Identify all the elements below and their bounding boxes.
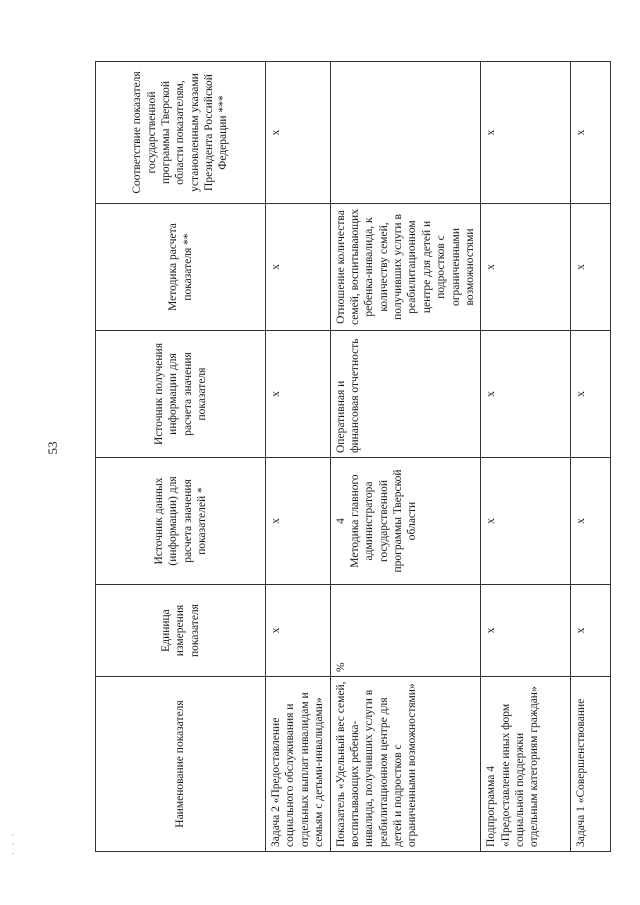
cell-method: х bbox=[481, 204, 571, 331]
cell-source-info: х bbox=[266, 331, 331, 458]
cell-source-info: х bbox=[571, 331, 611, 458]
cell-source-data: х bbox=[266, 458, 331, 585]
cell-name: Задача 2 «Предоставление социального обслуживания и отдельных выплат инвалидам и семьям с детьми-инвалидами» bbox=[266, 677, 331, 852]
scan-margin-marks: · · · bbox=[8, 831, 18, 855]
cell-source-data: х bbox=[571, 458, 611, 585]
header-source-data: Источник данных (информации) для расчета значения показателей * bbox=[96, 458, 266, 585]
indicators-table bbox=[95, 61, 611, 852]
cell-source-data: 4 Методика главного администратора государственной программы Тверской области bbox=[330, 458, 481, 585]
header-compliance: Соответствие показателя государственной программы Тверской области показателям, установленным указами Президента Российской Федерации *** bbox=[96, 62, 266, 204]
table-row bbox=[330, 62, 481, 852]
cell-compliance bbox=[330, 62, 481, 204]
header-method: Методика расчета показателя ** bbox=[96, 204, 266, 331]
cell-name: Подпрограмма 4 «Предоставление иных форм социальной поддержки отдельным категориям граждан» bbox=[481, 677, 571, 852]
cell-source-info: х bbox=[481, 331, 571, 458]
page-number: 53 bbox=[45, 441, 60, 455]
table-row bbox=[481, 62, 571, 852]
cell-method: Отношение количества семей, воспитывающих ребенка-инвалида, к количеству семей, получивших услуги в реабилитационном центре для детей и подростков с ограниченными возможностями bbox=[330, 204, 481, 331]
cell-unit: х bbox=[571, 585, 611, 677]
header-name: Наименование показателя bbox=[96, 677, 266, 852]
table-header-row bbox=[96, 62, 266, 852]
table-row bbox=[571, 62, 611, 852]
cell-method: х bbox=[571, 204, 611, 331]
cell-method: х bbox=[266, 204, 331, 331]
cell-unit: х bbox=[266, 585, 331, 677]
cell-compliance: х bbox=[571, 62, 611, 204]
cell-compliance: х bbox=[481, 62, 571, 204]
table-row bbox=[266, 62, 331, 852]
cell-unit: % bbox=[330, 585, 481, 677]
cell-compliance: х bbox=[266, 62, 331, 204]
cell-name: Показатель «Удельный вес семей, воспитывающих ребенка-инвалида, получивших услуги в реабилитационном центре для детей и подростков с ограниченными возможностями» bbox=[330, 677, 481, 852]
header-source-info: Источник получения информации для расчета значения показателя bbox=[96, 331, 266, 458]
cell-unit: х bbox=[481, 585, 571, 677]
cell-name: Задача 1 «Совершенствование bbox=[571, 677, 611, 852]
header-unit: Единица измерения показателя bbox=[96, 585, 266, 677]
cell-source-data: х bbox=[481, 458, 571, 585]
cell-source-info: Оперативная и финансовая отчетность bbox=[330, 331, 481, 458]
rotated-table-container bbox=[95, 62, 588, 852]
